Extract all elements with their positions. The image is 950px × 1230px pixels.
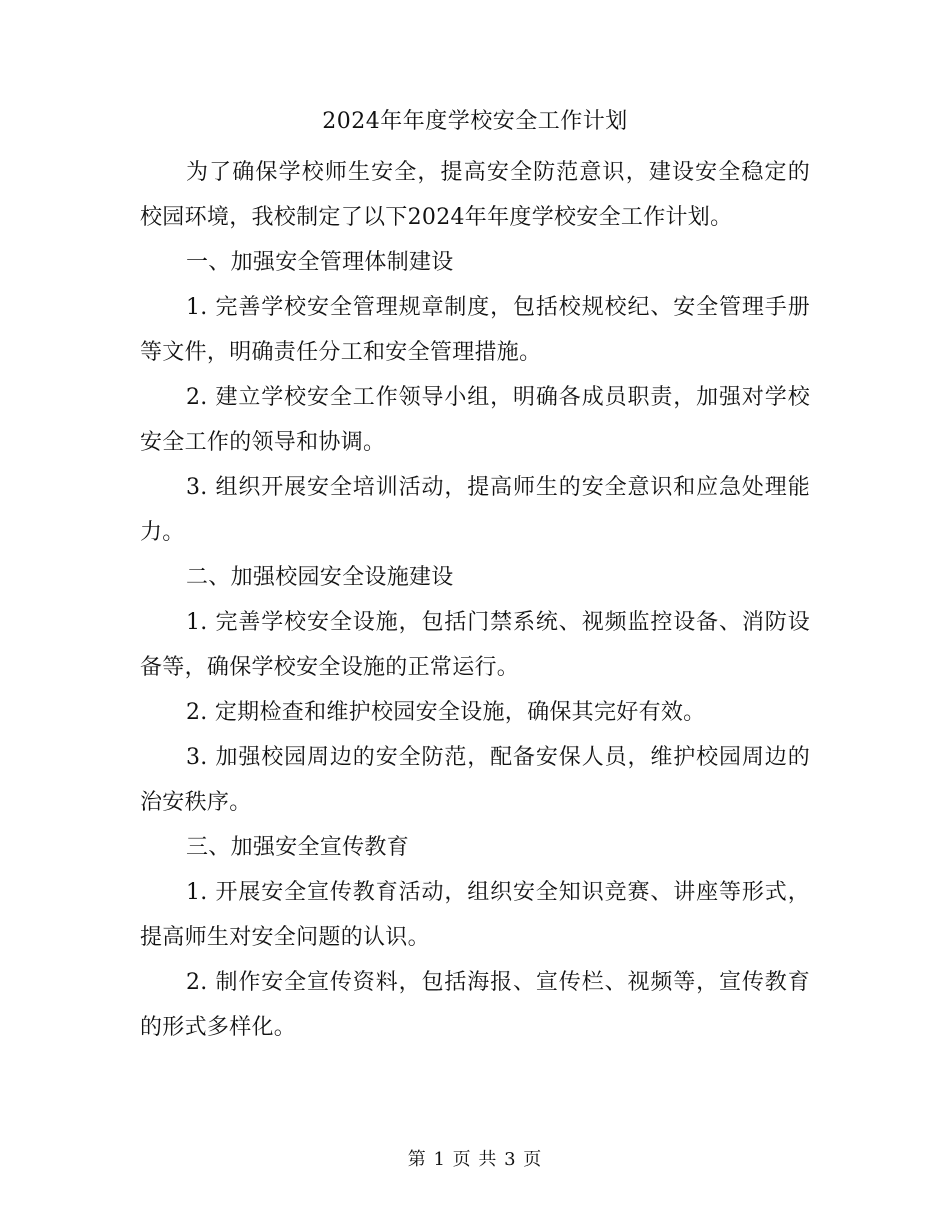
section-heading-2: 二、加强校园安全设施建设	[186, 565, 454, 590]
section-heading-3: 三、加强安全宣传教育	[186, 835, 410, 860]
section-2-item-3: 3. 加强校园周边的安全防范，配备安保人员，维护校园周边的治安秩序。	[140, 745, 810, 815]
section-2-item-1: 1. 完善学校安全设施，包括门禁系统、视频监控设备、消防设备等，确保学校安全设施的正常运行。	[140, 610, 810, 680]
intro-paragraph: 为了确保学校师生安全，提高安全防范意识，建设安全稳定的校园环境，我校制定了以下2024年年度学校安全工作计划。	[140, 160, 810, 230]
section-3-item-1: 1. 开展安全宣传教育活动，组织安全知识竞赛、讲座等形式，提高师生对安全问题的认识。	[140, 880, 810, 950]
section-3-item-2: 2. 制作安全宣传资料，包括海报、宣传栏、视频等，宣传教育的形式多样化。	[140, 970, 810, 1040]
page-footer: 第 1 页 共 3 页	[407, 1149, 543, 1170]
document-title: 2024年年度学校安全工作计划	[322, 109, 628, 134]
section-2-item-2: 2. 定期检查和维护校园安全设施，确保其完好有效。	[186, 700, 706, 725]
section-1-item-3: 3. 组织开展安全培训活动，提高师生的安全意识和应急处理能力。	[140, 475, 810, 545]
section-1-item-2: 2. 建立学校安全工作领导小组，明确各成员职责，加强对学校安全工作的领导和协调。	[140, 385, 810, 455]
section-heading-1: 一、加强安全管理体制建设	[186, 250, 454, 275]
section-1-item-1: 1. 完善学校安全管理规章制度，包括校规校纪、安全管理手册等文件，明确责任分工和安全管理措施。	[140, 295, 810, 365]
document-body	[140, 150, 810, 1050]
